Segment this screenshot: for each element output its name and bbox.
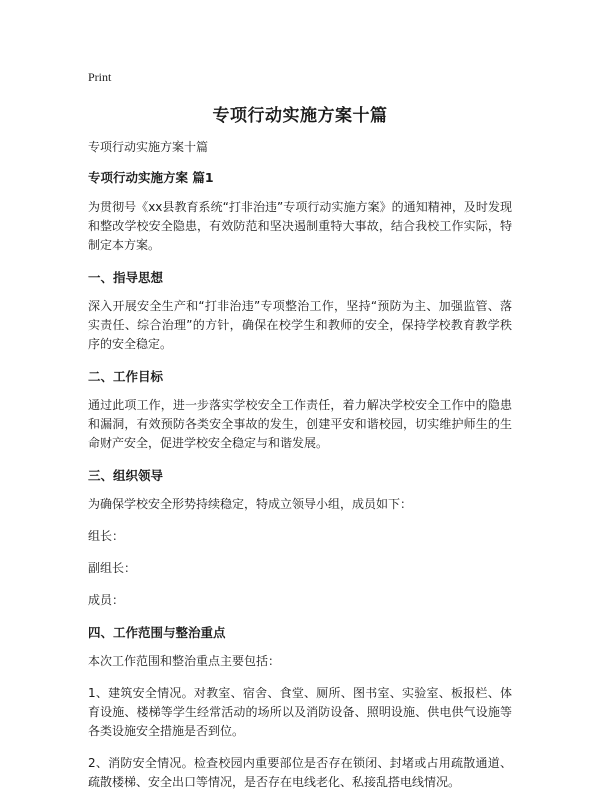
heading-guiding-ideology: 一、指导思想 (88, 270, 164, 285)
intro-paragraph: 为贯彻号《xx县教育系统“打非治违”专项行动实施方案》的通知精神，及时发现和整改学校安全隐患，有效防范和坚决遏制重特大事故，结合我校工作实际，特制定本方案。 (88, 200, 512, 252)
paragraph-guiding-ideology: 深入开展安全生产和“打非治违”专项整治工作，坚持“预防为主、加强监管、落实责任、综合治理”的方针，确保在校学生和教师的安全，保持学校教育教学秩序的安全稳定。 (88, 299, 512, 351)
section-title: 专项行动实施方案 篇1 (88, 170, 214, 185)
paragraph-scope: 本次工作范围和整治重点主要包括： (88, 654, 281, 668)
list-item-fire-safety: 2、消防安全情况。检查校园内重要部位是否存在锁闭、封堵或占用疏散通道、疏散楼梯、安全出口等情况，是否存在电线老化、私接乱搭电线情况。 (88, 756, 512, 789)
list-item-building-safety: 1、建筑安全情况。对教室、宿舍、食堂、厕所、图书室、实验室、板报栏、体育设施、楼梯等学生经常活动的场所以及消防设备、照明设施、供电供气设施等各类设施安全措施是否到位。 (88, 686, 512, 738)
heading-work-goals: 二、工作目标 (88, 369, 164, 384)
page-title: 专项行动实施方案十篇 (212, 106, 388, 126)
heading-scope: 四、工作范围与整治重点 (88, 625, 226, 640)
paragraph-work-goals: 通过此项工作，进一步落实学校安全工作责任，着力解决学校安全工作中的隐患和漏洞，有效预防各类安全事故的发生，创建平安和谐校园，切实维护师生的生命财产安全，促进学校安全稳定与和谐发展。 (88, 398, 512, 450)
leader-line: 组长： (88, 529, 125, 543)
paragraph-leadership: 为确保学校安全形势持续稳定，特成立领导小组，成员如下： (88, 497, 413, 511)
print-link[interactable]: Print (88, 70, 112, 84)
heading-leadership: 三、组织领导 (88, 468, 164, 483)
document-subtitle: 专项行动实施方案十篇 (88, 140, 209, 154)
members-line: 成员： (88, 593, 125, 607)
vice-leader-line: 副组长： (88, 561, 137, 575)
